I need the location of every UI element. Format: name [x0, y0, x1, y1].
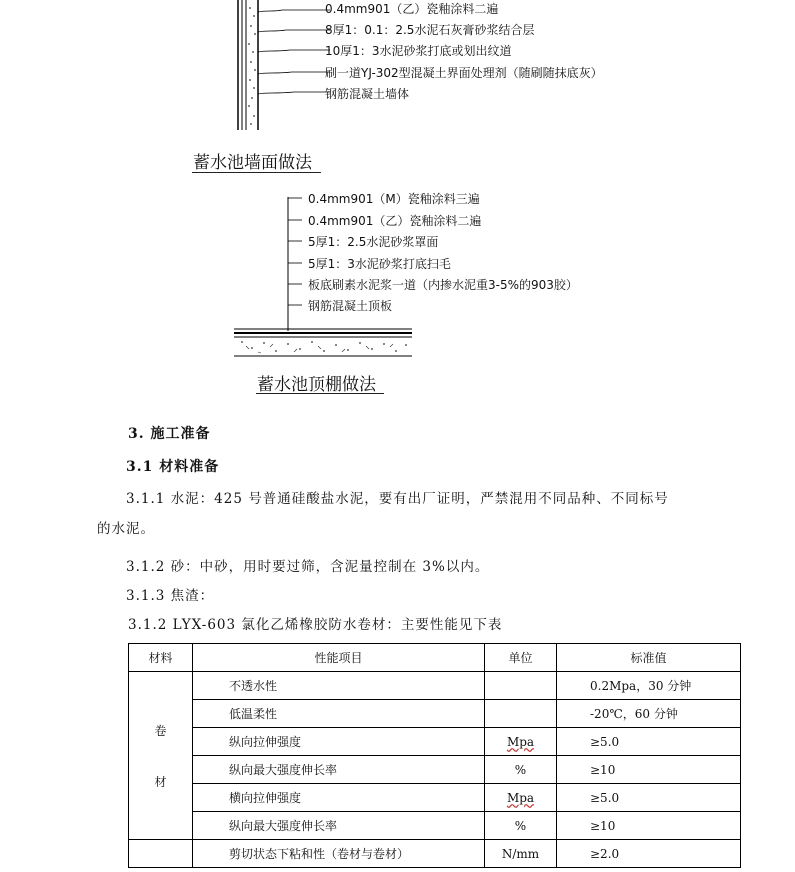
ceiling-label-3: 5厚1：2.5水泥砂浆罩面: [308, 235, 439, 249]
table-row: [129, 728, 741, 756]
ceiling-label-1: 0.4mm901（M）瓷釉涂料三遍: [308, 192, 480, 206]
wall-label-1: 0.4mm901（乙）瓷釉涂料二遍: [325, 2, 499, 16]
wall-label-2: 8厚1：0.1：2.5水泥石灰膏砂浆结合层: [325, 23, 535, 37]
unit-cell-wrap: [485, 784, 557, 812]
paragraph-membrane: 3.1.2 LYX-603 氯化乙烯橡胶防水卷材：主要性能见下表: [128, 617, 503, 633]
value-cell: ≥2.0: [557, 840, 741, 868]
property-cell: 低温柔性: [193, 700, 485, 728]
section-title: 3. 施工准备: [128, 426, 211, 442]
unit-cell: %: [485, 812, 557, 840]
value-cell: ≥5.0: [557, 784, 741, 812]
value-cell: -20℃，60 分钟: [557, 700, 741, 728]
unit-cell: [485, 700, 557, 728]
ceiling-caption-underline: [256, 393, 384, 394]
value-cell: ≥10: [557, 756, 741, 784]
header-standard: 标准值: [557, 644, 741, 672]
table-row: [129, 756, 741, 784]
unit-cell: %: [485, 756, 557, 784]
material-char-1: 卷: [154, 723, 167, 738]
wall-caption: 蓄水池墙面做法: [193, 153, 312, 173]
header-unit: 单位: [485, 644, 557, 672]
header-material: 材料: [129, 644, 193, 672]
ceiling-label-5: 板底刷素水泥浆一道（内掺水泥重3-5%的903胶）: [308, 278, 578, 292]
table-row: [129, 672, 741, 700]
material-cell-empty: [129, 840, 193, 868]
ceiling-label-6: 钢筋混凝土顶板: [308, 299, 393, 313]
value-cell: ≥10: [557, 812, 741, 840]
table-header-row: [129, 644, 741, 672]
membrane-properties-table: [128, 643, 741, 868]
value-cell: ≥5.0: [557, 728, 741, 756]
header-property: 性能项目: [193, 644, 485, 672]
paragraph-cement-line2: 的水泥。: [97, 521, 155, 537]
value-cell: 0.2Mpa，30 分钟: [557, 672, 741, 700]
table-row: [129, 840, 741, 868]
unit-cell-wrap: [485, 728, 557, 756]
unit-cell: N/mm: [485, 840, 557, 868]
material-char-2: 材: [154, 774, 167, 789]
property-cell: 不透水性: [193, 672, 485, 700]
wall-label-5: 钢筋混凝土墙体: [325, 87, 410, 101]
subsection-title: 3.1 材料准备: [126, 459, 220, 475]
paragraph-cement-line1: 3.1.1 水泥：425 号普通硅酸盐水泥，要有出厂证明，严禁混用不同品种、不同标号: [126, 491, 669, 507]
unit-cell: Mpa: [506, 734, 535, 749]
wall-label-3: 10厚1：3水泥砂浆打底或划出纹道: [325, 44, 512, 58]
table-row: [129, 784, 741, 812]
property-cell: 纵向最大强度伸长率: [193, 812, 485, 840]
wall-caption-underline: [192, 172, 321, 173]
material-cell: [129, 672, 193, 840]
unit-cell: Mpa: [506, 790, 535, 805]
table-row: [129, 700, 741, 728]
wall-section-diagram: [230, 0, 330, 135]
property-cell: 横向拉伸强度: [193, 784, 485, 812]
paragraph-slag: 3.1.3 焦渣：: [126, 588, 215, 604]
paragraph-sand: 3.1.2 砂：中砂，用时要过筛，含泥量控制在 3%以内。: [126, 559, 490, 575]
ceiling-section-diagram: [230, 185, 420, 365]
property-cell: 剪切状态下粘和性（卷材与卷材）: [193, 840, 485, 868]
table-row: [129, 812, 741, 840]
wall-label-4: 刷一道YJ-302型混凝土界面处理剂（随刷随抹底灰）: [325, 66, 603, 80]
ceiling-label-4: 5厚1：3水泥砂浆打底扫毛: [308, 257, 451, 271]
ceiling-caption: 蓄水池顶棚做法: [257, 375, 376, 395]
unit-cell: [485, 672, 557, 700]
property-cell: 纵向最大强度伸长率: [193, 756, 485, 784]
property-cell: 纵向拉伸强度: [193, 728, 485, 756]
ceiling-label-2: 0.4mm901（乙）瓷釉涂料二遍: [308, 214, 482, 228]
